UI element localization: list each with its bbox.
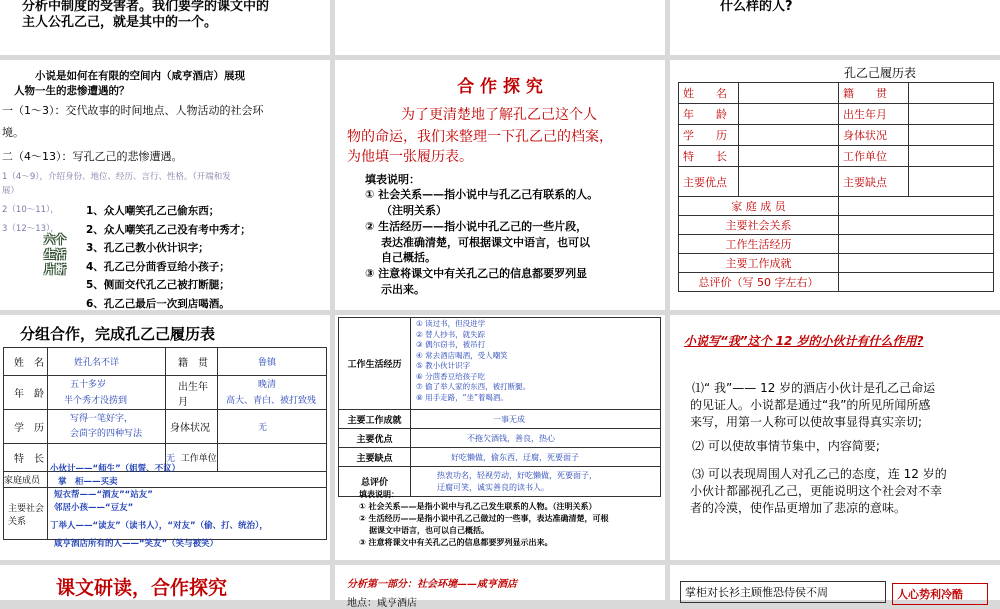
episode-2: 2、众人嘲笑孔乙己没有考中秀才；	[86, 223, 251, 236]
life-1: ① 读过书，但没进学	[416, 319, 486, 328]
note-3: 3（12～13），	[2, 224, 59, 234]
episode-1: 1、众人嘲笑孔乙己偷东西；	[86, 205, 220, 217]
slide-1	[0, 0, 330, 55]
relation-2: 掌 柜——买卖	[58, 477, 118, 487]
cell-social: 主要社会关系	[679, 216, 839, 235]
note-1b: 展）	[2, 186, 20, 196]
cell-life: 工作生活经历	[679, 235, 839, 254]
notes-block	[359, 489, 609, 549]
slide-3	[670, 0, 1000, 55]
label-skill: 特 长	[4, 444, 48, 472]
resume-part-two-table	[338, 317, 661, 497]
rule-1a: ① 社会关系——指小说中与孔乙己有联系的人。	[365, 188, 599, 201]
episode-list	[86, 202, 251, 313]
question-line-1: 小说是如何在有限的空间内（咸亨酒店）展现	[35, 70, 245, 82]
life-3: ③ 偶尔窃书，被吊打	[416, 340, 486, 349]
answer-1c: 来写，用第一人称可以使故事显得真实亲切;	[690, 415, 923, 429]
label-eval: 总评价	[339, 467, 411, 497]
label-fault: 主要缺点	[339, 448, 411, 467]
label-name: 姓 名	[4, 348, 48, 376]
label-life: 工作生活经历	[339, 318, 411, 410]
slide-7-filled-resume	[0, 315, 330, 560]
cell-edu: 学 历	[679, 125, 739, 146]
cell-eval: 总评价（写 50 字左右）	[679, 273, 839, 292]
intro-line-1: 为了更清楚地了解孔乙己这个人	[401, 107, 597, 123]
answer-3c: 者的冷漠，使作品更增加了悲凉的意味。	[690, 501, 907, 515]
value-name: 姓孔名不详	[48, 348, 166, 376]
value-work: 无	[166, 454, 176, 464]
slide-1-text-2: 主人公孔乙己，就是其中的一个。	[22, 15, 218, 30]
part-one-analysis-title: 分析第一部分：社会环境——咸亨酒店	[347, 579, 517, 590]
question-line-2: 人物一生的悲惨遭遇的？	[14, 85, 130, 97]
value-merit: 不拖欠酒钱，善良，热心	[411, 429, 661, 448]
rule-2a: ② 生活经历——指小说中孔乙己的一些片段，	[365, 220, 588, 233]
inquiry-title: 合 作 探 究	[457, 77, 543, 97]
label-edu: 学 历	[4, 410, 48, 444]
slide-10	[0, 565, 330, 600]
cell-work: 工作单位	[839, 146, 909, 167]
part-one: 一（1～3）：交代故事的时间地点、人物活动的社会环	[2, 104, 264, 117]
cell-achieve: 主要工作成就	[679, 254, 839, 273]
label-birth: 出生年月	[166, 376, 218, 410]
cell-merit: 主要优点	[679, 167, 739, 197]
episode-4: 4、孔乙己分茴香豆给小孩子；	[86, 260, 230, 273]
cell-name: 姓 名	[679, 83, 739, 104]
stamp-line-2: 生活	[44, 248, 66, 261]
note-r1: ① 社会关系——是指小说中与孔乙己发生联系的人物。（注明关系）	[359, 502, 597, 511]
cell-age: 年 龄	[679, 104, 739, 125]
value-edu-2: 会茴字的四种写法	[70, 428, 143, 439]
answer-2: ⑵ 可以使故事情节集中，内容简要;	[692, 439, 880, 453]
resume-template-table	[678, 82, 994, 292]
value-origin: 鲁镇	[218, 348, 327, 376]
answer-1b: 的见证人。小说都是通过“我”的所见所闻所感	[690, 398, 931, 412]
slide-6-resume-template	[670, 60, 1000, 310]
stamp-line-3: 片断	[44, 263, 66, 276]
value-appearance: 高大、青白、被打致残	[226, 395, 317, 406]
life-8: ⑧ 用手走路，“坐”着喝酒。	[416, 392, 508, 402]
slide-9-narrator-role	[670, 315, 1000, 560]
slide-3-text: 什么样的人?	[720, 0, 793, 14]
cell-health: 身体状况	[839, 125, 909, 146]
episode-5: 5、侧面交代孔乙己被打断腿；	[86, 279, 230, 291]
value-birth: 晚清	[258, 379, 277, 390]
label-origin: 籍 贯	[166, 348, 218, 376]
shopkeeper-line: 掌柜对长衫主顾惟恐侍侯不周	[680, 581, 886, 603]
slide-8-resume-part-two	[335, 315, 665, 560]
episode-6: 6、孔乙己最后一次到店喝酒。	[86, 297, 230, 310]
rule-2c: 自己概括。	[381, 251, 436, 264]
answer-1a: ⑴“ 我”—— 12 岁的酒店小伙计是孔乙己命运	[692, 381, 936, 395]
note-r3: ③ 注意将课文中有关孔乙己的信息都要罗列显示出来。	[359, 538, 553, 547]
relation-3: 短衣帮——“酒友”“站友”	[54, 490, 153, 500]
rule-1b: （注明关系）	[381, 204, 447, 217]
value-age: 五十多岁	[70, 379, 107, 390]
narrator-question: 小说写“我”这个 12 岁的小伙计有什么作用?	[684, 334, 924, 348]
rule-2b: 表达准确清楚，可根据课文中语言，也可以	[381, 236, 590, 249]
life-5: ⑤ 教小伙计识字	[416, 361, 471, 370]
life-2: ② 替人抄书，就失踪	[416, 329, 486, 339]
location-line: 地点：咸亨酒店	[347, 598, 417, 609]
value-eval-1: 热衷功名，轻视劳动，好吃懒做，死要面子，	[437, 470, 597, 480]
slide-2	[335, 0, 665, 55]
rule-3a: ③ 注意将课文中有关孔乙己的信息都要罗列显	[365, 267, 588, 280]
rule-3b: 示出来。	[381, 283, 425, 296]
life-7: ⑦ 偷了举人家的东西，被打断腿。	[416, 382, 531, 391]
label-age: 年 龄	[4, 376, 48, 410]
relation-5: 丁举人——“读友”（读书人），“对友”（偷、打、统治），	[50, 521, 268, 531]
value-health: 无	[218, 410, 327, 444]
life-4: ④ 常去酒店喝酒，受人嘲笑	[416, 350, 508, 360]
label-merit: 主要优点	[339, 429, 411, 448]
label-achieve: 主要工作成就	[339, 410, 411, 429]
label-work: 工作单位	[180, 454, 217, 464]
relation-6: 咸亨酒店所有的人——“笑友”（笑与被笑）	[54, 539, 219, 549]
cell-birth: 出生年月	[839, 104, 909, 125]
group-task-title: 分组合作，完成孔乙己履历表	[20, 325, 216, 343]
cell-skill: 特 长	[679, 146, 739, 167]
stamp-line-1: 六个	[44, 233, 66, 246]
slide-1-text-1: 分析中制度的受害者。我们要学的课文中的	[22, 0, 270, 14]
value-achieve: 一事无成	[411, 410, 661, 429]
cell-origin: 籍 贯	[839, 83, 909, 104]
cell-family: 家 庭 成 员	[679, 197, 839, 216]
slide-5-cooperative-inquiry	[335, 60, 665, 310]
label-social: 主要社会关系	[4, 488, 48, 540]
part-two: 二（4～13）：写孔乙己的悲惨遭遇。	[2, 150, 183, 163]
intro-line-3: 为他填一张履历表。	[347, 149, 473, 165]
label-health: 身体状况	[166, 410, 218, 444]
note-2: 2（10～11），	[2, 205, 59, 215]
episode-3: 3、孔乙己教小伙计识字；	[86, 242, 209, 254]
slide-11	[335, 565, 665, 609]
notes-label: 填表说明：	[359, 490, 399, 499]
answer-3a: ⑶ 可以表现周围人对孔乙己的态度，连 12 岁的	[692, 467, 947, 481]
study-title: 课文研读，合作探究	[56, 577, 228, 599]
theme-tag: 人心势利冷酷	[892, 583, 988, 605]
fill-instructions-label: 填表说明：	[365, 173, 420, 186]
note-1: 1（4～9），介绍身份、地位、经历、言行、性格。（开端和发	[2, 172, 231, 182]
relation-4: 邻居小孩——“豆友”	[54, 503, 134, 513]
part-one-b: 境。	[2, 126, 24, 139]
answer-3b: 小伙计都鄙视孔乙己，更能说明这个社会对不幸	[690, 484, 943, 498]
label-family: 家庭成员	[4, 472, 48, 488]
resume-title: 孔乙己履历表	[844, 66, 917, 80]
note-r2a: ② 生活经历——是指小说中孔乙己做过的一些事，表达准确清楚，可根	[359, 514, 609, 523]
relations-list	[50, 463, 268, 551]
value-edu-1: 写得一笔好字，	[70, 413, 134, 424]
slide-12	[670, 565, 1000, 600]
value-fault: 好吃懒做，偷东西，迂腐，死要面子	[411, 448, 661, 467]
relation-1: 小伙计——“师生”（姐誓、不议）	[50, 464, 181, 474]
value-age-note: 半个秀才没捞到	[64, 395, 128, 406]
note-r2b: 据课文中语言，也可以自己概括。	[369, 526, 489, 535]
cell-fault: 主要缺点	[839, 167, 909, 197]
intro-line-2: 物的命运，我们来整理一下孔乙己的档案，	[347, 129, 613, 145]
life-6: ⑥ 分茴香豆给孩子吃	[416, 371, 486, 381]
value-eval-2: 迂腐可笑，诚实善良的读书人。	[437, 482, 549, 492]
slide-4-story-structure	[0, 60, 330, 310]
six-episodes-stamp	[44, 232, 66, 277]
